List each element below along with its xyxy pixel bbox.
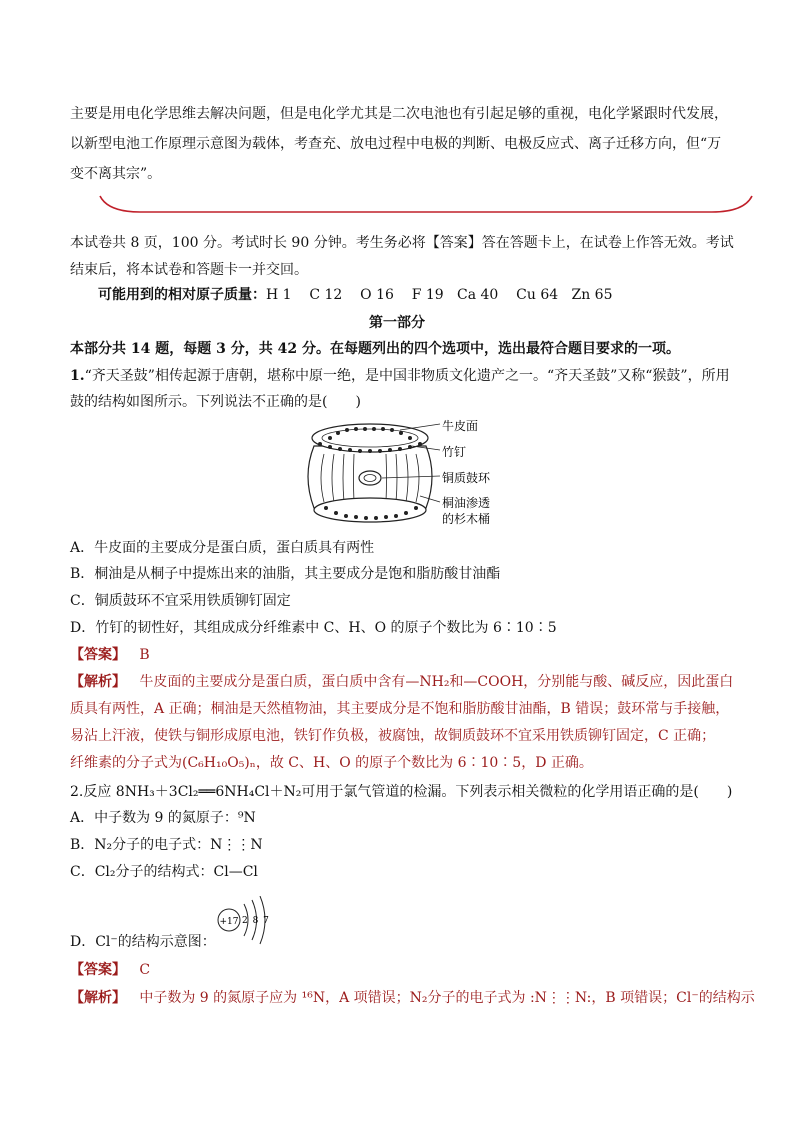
- q1-answer-value: B: [139, 647, 150, 663]
- nucleus-charge: +17: [219, 917, 239, 927]
- q1-stem-text: “齐天圣鼓”相传起源于唐朝，堪称中原一绝，是中国非物质文化遗产之一。“齐天圣鼓”又称“猴鼓”，所用: [84, 368, 730, 384]
- drum-figure: [300, 416, 500, 534]
- q1-analysis-row-1: [70, 674, 733, 690]
- figure-label-cowhide: 牛皮面: [442, 419, 479, 433]
- q1-option-c: C．铜质鼓环不宜采用铁质铆钉固定: [70, 593, 291, 609]
- intro-line-2: 以新型电池工作原理示意图为载体，考查充、放电过程中电极的判断、电极反应式、离子迁移方向，但“万: [70, 136, 722, 152]
- q1-option-d: D．竹钉的韧性好，其组成成分纤维素中 C、H、O 的原子个数比为 6∶10∶5: [70, 620, 557, 636]
- part-title: 第一部分: [369, 315, 425, 331]
- electron-shell-counts: 2 8 7: [242, 916, 270, 926]
- notice-line-1: 本试卷共 8 页，100 分。考试时长 90 分钟。考生务必将【答案】答在答题卡上，在试卷上作答无效。考试: [70, 235, 734, 251]
- part-instruction: 本部分共 14 题，每题 3 分，共 42 分。在每题列出的四个选项中，选出最符合题目要求的一项。: [70, 341, 680, 357]
- q2-stem: 2.反应 8NH₃＋3Cl₂══6NH₄Cl＋N₂可用于氯气管道的检漏。下列表示相关微粒的化学用语正确的是( ): [70, 784, 733, 800]
- q1-answer-row: [70, 647, 150, 663]
- q1-analysis-line-3: 易沾上汗液，使铁与铜形成原电池，铁钉作负极，被腐蚀，故铜质鼓环不宜采用铁质铆钉固定，C 正确；: [70, 728, 716, 744]
- q2-option-a: A．中子数为 9 的氮原子：⁹N: [70, 810, 256, 826]
- q1-option-b: B．桐油是从桐子中提炼出来的油脂，其主要成分是饱和脂肪酸甘油酯: [70, 566, 501, 582]
- q2-option-d: D．Cl⁻的结构示意图：: [70, 934, 216, 950]
- atomic-mass-row: [98, 287, 613, 303]
- atomic-mass-values: H 1 C 12 O 16 F 19 Ca 40 Cu 64 Zn 65: [266, 287, 613, 303]
- q1-stem-line-1: [70, 368, 730, 384]
- q2-option-b: B．N₂分子的电子式：N⋮⋮N: [70, 837, 263, 853]
- q2-answer-row: [70, 962, 150, 978]
- q1-answer-tag: 【答案】: [70, 647, 126, 663]
- figure-label-fir-barrel: 的杉木桶: [442, 512, 491, 526]
- q1-stem-line-2: 鼓的结构如图所示。下列说法不正确的是( ): [70, 394, 361, 410]
- intro-line-3: 变不离其宗”。: [70, 166, 162, 182]
- q2-analysis-line-1: 中子数为 9 的氮原子应为 ¹⁶N，A 项错误；N₂分子的电子式为 :N⋮⋮N:，B 项错误；Cl⁻的结构示: [139, 990, 755, 1006]
- intro-line-1: 主要是用电化学思维去解决问题，但是电化学尤其是二次电池也有引起足够的重视，电化学紧跟时代发展，: [70, 106, 728, 122]
- q1-number: 1.: [70, 368, 85, 384]
- figure-label-copper-ring: 铜质鼓环: [442, 471, 491, 485]
- q1-analysis-line-2: 质具有两性，A 正确；桐油是天然植物油，其主要成分是不饱和脂肪酸甘油酯，B 错误；鼓环常与手接触，: [70, 701, 730, 717]
- figure-label-bamboo-nail: 竹钉: [442, 445, 467, 459]
- q1-analysis-line-4: 纤维素的分子式为(C₆H₁₀O₅)ₙ，故 C、H、O 的原子个数比为 6∶10∶5，D 正确。: [70, 755, 593, 771]
- q2-analysis-tag: 【解析】: [70, 990, 126, 1006]
- divider-arc: [96, 190, 756, 222]
- atomic-mass-label: 可能用到的相对原子质量：: [98, 287, 266, 303]
- figure-label-tung-oil: 桐油渗透: [442, 496, 491, 510]
- q1-option-a: A．牛皮面的主要成分是蛋白质，蛋白质具有两性: [70, 540, 375, 556]
- q1-analysis-tag: 【解析】: [70, 674, 126, 690]
- q2-answer-tag: 【答案】: [70, 962, 126, 978]
- q2-analysis-row-1: [70, 990, 755, 1006]
- q2-option-c: C．Cl₂分子的结构式：Cl—Cl: [70, 864, 258, 880]
- chloride-ion-diagram: [214, 896, 278, 948]
- q2-answer-value: C: [139, 962, 151, 978]
- q1-analysis-line-1: 牛皮面的主要成分是蛋白质，蛋白质中含有—NH₂和—COOH，分别能与酸、碱反应，因此蛋白: [139, 674, 734, 690]
- notice-line-2: 结束后，将本试卷和答题卡一并交回。: [70, 262, 308, 278]
